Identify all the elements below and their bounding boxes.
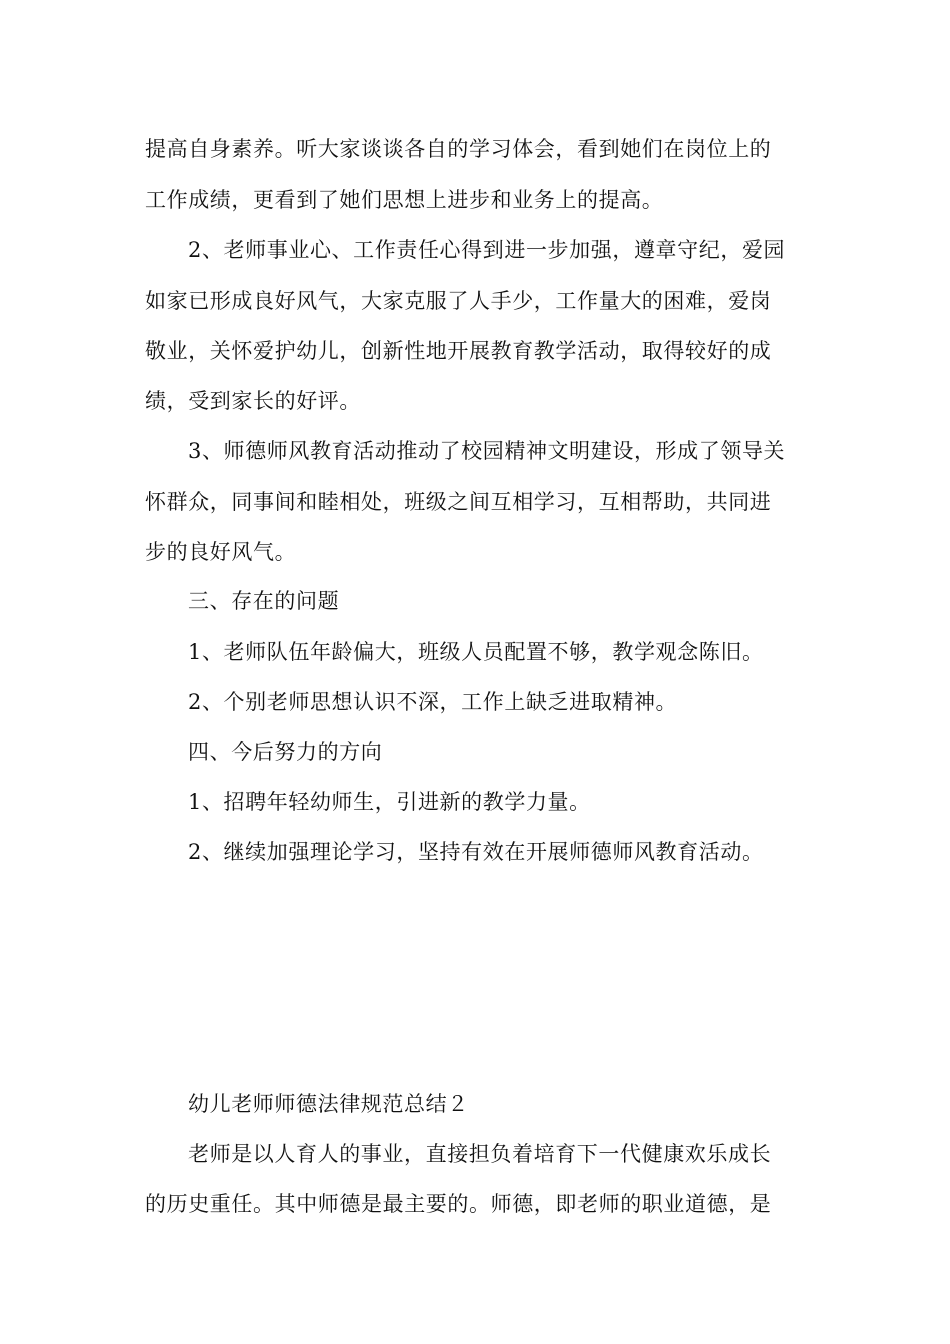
section-heading: 三、存在的问题	[188, 589, 340, 613]
paragraph-line: 绩，受到家长的好评。	[145, 389, 361, 413]
paragraph-line: 的历史重任。其中师德是最主要的。师德，即老师的职业道德，是	[145, 1192, 772, 1216]
document-title: 幼儿老师师德法律规范总结２	[188, 1092, 469, 1116]
paragraph-line: 步的良好风气。	[145, 540, 297, 564]
paragraph-line: 3、师德师风教育活动推动了校园精神文明建设，形成了领导关	[188, 439, 786, 463]
list-item: 1、招聘年轻幼师生，引进新的教学力量。	[188, 790, 591, 814]
paragraph-line: 工作成绩，更看到了她们思想上进步和业务上的提高。	[145, 188, 664, 212]
paragraph-line: 老师是以人育人的事业，直接担负着培育下一代健康欢乐成长	[188, 1142, 772, 1166]
paragraph-line: 敬业，关怀爱护幼儿，创新性地开展教育教学活动，取得较好的成	[145, 339, 772, 363]
paragraph-line: 提高自身素养。听大家谈谈各自的学习体会，看到她们在岗位上的	[145, 137, 772, 161]
list-item: 1、老师队伍年龄偏大，班级人员配置不够，教学观念陈旧。	[188, 640, 764, 664]
list-item: 2、个别老师思想认识不深，工作上缺乏进取精神。	[188, 690, 678, 714]
paragraph-line: 2、老师事业心、工作责任心得到进一步加强，遵章守纪，爱园	[188, 238, 786, 262]
paragraph-line: 怀群众，同事间和睦相处，班级之间互相学习，互相帮助，共同进	[145, 490, 772, 514]
paragraph-line: 如家已形成良好风气，大家克服了人手少，工作量大的困难，爱岗	[145, 289, 772, 313]
list-item: 2、继续加强理论学习，坚持有效在开展师德师风教育活动。	[188, 840, 764, 864]
section-heading: 四、今后努力的方向	[188, 740, 383, 764]
